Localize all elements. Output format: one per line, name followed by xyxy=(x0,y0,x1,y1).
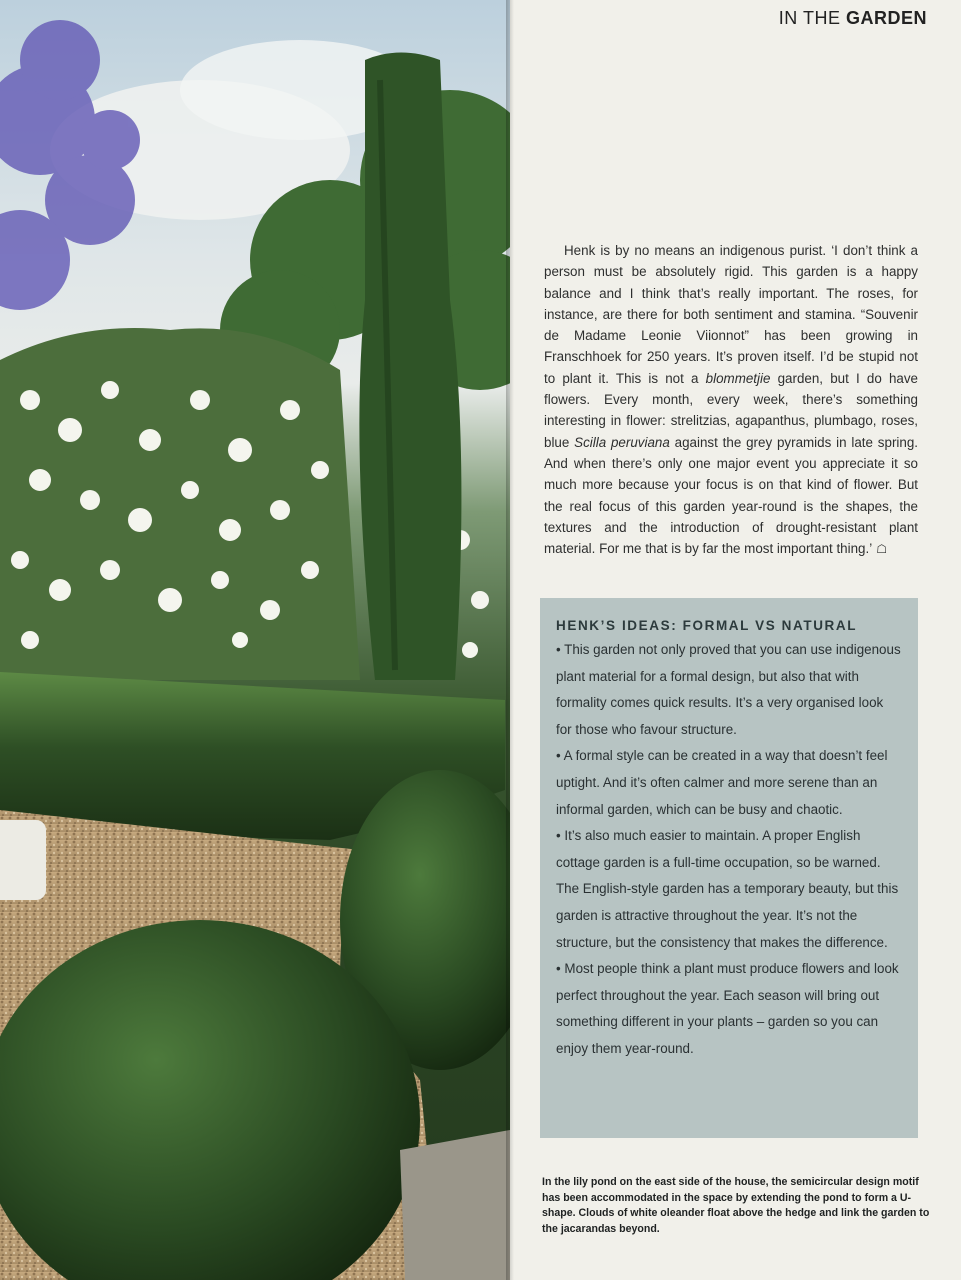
ideas-sidebar xyxy=(540,598,918,1138)
article-text-part-3: against the grey pyramids in late spring. And when there’s only one major event you appreciate it so much more because your focus is on that kind of flower. But the real focus of this garden year-round is the shapes, the textures and the introduction of drought-resistant plant material. For me that is by far the most important thing.’ xyxy=(544,434,918,557)
sidebar-bullet: • A formal style can be created in a way that doesn’t feel uptight. And it’s often calmer and more serene than an informal garden, which can be busy and chaotic. xyxy=(556,748,888,817)
photo-caption: In the lily pond on the east side of the house, the semicircular design motif has been accommodated in the space by extending the pond to form a U-shape. Clouds of white oleander float above the hedge and link the garden to the jacarandas beyond. xyxy=(542,1176,930,1235)
sidebar-bullet: • Most people think a plant must produce flowers and look perfect throughout the year. Each season will bring out something different in your plants – garden so you can enjoy them year-round. xyxy=(556,961,899,1056)
article-italic-blommetjie: blommetjie xyxy=(705,370,771,386)
sidebar-bullet: • This garden not only proved that you can use indigenous plant material for a formal design, but also that with formality comes quick results. It’s a very organised look for those who favour structure. xyxy=(556,642,901,737)
sidebar-title: HENK’S IDEAS: FORMAL VS NATURAL xyxy=(556,618,858,633)
page-spine-shadow xyxy=(506,0,514,1280)
article-italic-scilla: Scilla peruviana xyxy=(574,434,670,450)
article-text-part-1: Henk is by no means an indigenous purist. ‘I don’t think a person must be absolutely rigid. This garden is a happy balance and I think that’s really important. The roses, for instance, are there for both sentiment and stamina. “Souvenir de Madame Leonie Viionnot” has been growing in Franschhoek for 250 years. It’s proven itself. I’d be stupid not to plant it. This is not a xyxy=(544,243,918,386)
end-mark-icon: ☖ xyxy=(876,542,887,557)
sidebar-bullet: • It’s also much easier to maintain. A proper English cottage garden is a full-time occupation, so be warned. The English-style garden has a temporary beauty, but this garden is attractive throughout the year. It’s not the structure, but the consistency that makes the difference. xyxy=(556,828,899,950)
article-paragraph xyxy=(544,240,918,560)
section-label xyxy=(779,8,927,29)
section-label-emphasis: GARDEN xyxy=(845,8,927,28)
section-label-prefix: IN THE xyxy=(778,8,846,28)
article-text-part-2: garden, but I do have flowers. Every month, every week, there’s something interesting in flower: strelitzias, agapanthus, plumbago, roses, blue xyxy=(544,370,918,450)
